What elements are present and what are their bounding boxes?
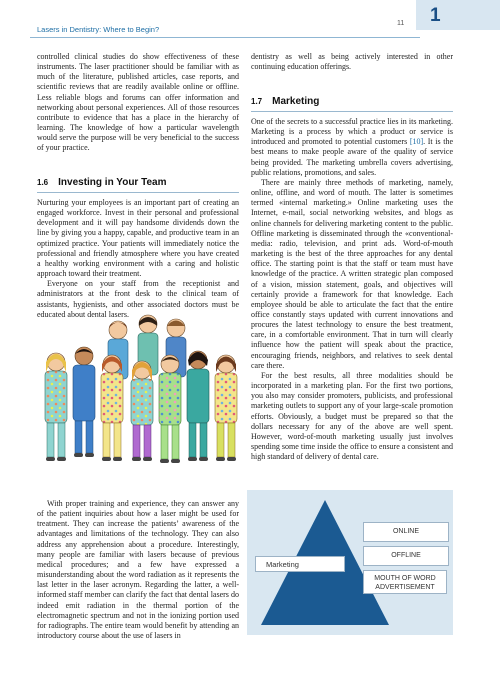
citation-link[interactable]: [10]	[409, 137, 424, 147]
chapter-number: 1	[430, 5, 441, 26]
left-bottom-text	[37, 499, 239, 641]
right-intro-text	[251, 52, 453, 72]
tier-offline: OFFLINE	[363, 546, 449, 566]
tier-word-of-mouth: MOUTH OF WORD ADVERTISEMENT	[363, 570, 447, 594]
intro-paragraph-left: controlled clinical studies do show effectiveness of these instruments. The laser practitioner should be familiar with as much of the literature, published articles, case reports, and scientific reviews that are readily available online or offline. Less reliable blogs and forums can offer information and networking about personal experiences. All of those resources contribute to evidence that has a place in the hierarchy of learning. The knowledge of how a particular wavelength would serve the purpose will be very beneficial to the success of your practice.	[37, 52, 239, 153]
page-number: 11	[397, 20, 405, 27]
intro-paragraph-right: dentistry as well as being actively interested in other continuing education offerings.	[251, 52, 453, 72]
chapter-tab	[416, 0, 500, 30]
section-heading-1-6	[37, 177, 166, 188]
paragraph: Everyone on your staff from the receptionist and administrators at the front desk to the clinical team of assistants, hygienists, and other associated doctors must be educated about dental lasers.	[37, 279, 239, 319]
section-title: Marketing	[272, 96, 320, 107]
team-member-7	[215, 355, 237, 461]
section-divider	[37, 192, 239, 193]
team-member-2	[73, 347, 95, 457]
right-section-text	[251, 117, 453, 462]
team-member-4	[131, 361, 153, 461]
left-section-text	[37, 198, 239, 320]
page-header	[0, 0, 500, 38]
team-member-1	[45, 353, 67, 461]
paragraph: There are mainly three methods of marketing, namely, online, offline, and word of mouth. The latter is sometimes termed «internal marketing.» Online marketing uses the Internet, e-mail, social networking websites, and blogs as online channels for delivering marketing content to the public. Offline marketing is disseminated through the «conventional-media: radio, television, and print ads. Word-of-mouth marketing is the best of the three approaches for any dental office. The starting point is that the staff or team must have knowledge of the practice. A written strategic plan composed of a vision, mission statement, goals, and objectives will certainly provide a framework for that knowledge. Each employee should be able to articulate the fact that the entire office constantly stays updated with current innovations and procures the latest technology to ensure the best treatment, care, in a comfortable environment. That in turn will clearly influence how the patient will speak about the practice, encouraging friends, neighbors, and relatives to seek dental care there.	[251, 177, 453, 370]
text-fragment: . It is the best means to make people aware of the quality of service being provided. The marketing umbrella covers advertising, public relations, promotions, and sales.	[251, 137, 454, 177]
section-heading-1-7	[251, 96, 319, 107]
paragraph: With proper training and experience, they can answer any of the patient inquiries about how a laser might be used for treatment. They can increase the patients’ awareness of the advantages and limitations of the technology. They can also address any apprehension about a procedure. Interestingly, many people are familiar with lasers because of previous medical procedures; and a few have expressed a misunderstanding about the word radiation as it represents the last letter in the laser acronym. Regarding the latter, a well-informed staff member can clarify the fact that dental lasers do indeed emit radiation in the thermal portion of the electromagnetic spectrum and not in the ionizing portion used for radiographs. The entire team would benefit by attending an introductory course about the use of lasers in	[37, 499, 239, 641]
paragraph	[251, 117, 453, 178]
dental-team-illustration	[42, 312, 242, 487]
header-divider	[30, 37, 420, 38]
section-number: 1.7	[251, 97, 263, 106]
running-title: Lasers in Dentistry: Where to Begin?	[37, 25, 160, 34]
text-fragment: One of the secrets to a successful practice lies in its marketing. Marketing is a process by which a product or service is introduced and promoted to potential customers	[251, 117, 453, 147]
marketing-label-box: Marketing	[255, 556, 345, 572]
section-title: Investing in Your Team	[58, 177, 167, 188]
tier-online: ONLINE	[363, 522, 449, 542]
section-number: 1.6	[37, 178, 49, 187]
paragraph: Nurturing your employees is an important part of creating an engaged workforce. Invest in their personal and professional development and it will pay handsome dividends down the line by giving you a happy, capable, and productive team in an optimized practice. Your patients will immediately notice the professional and friendly atmosphere where you have created a healthy working environment with a caring and holistic approach toward their treatment.	[37, 198, 239, 279]
left-intro-text	[37, 52, 239, 154]
paragraph: For the best results, all three modalities should be incorporated in a marketing plan. For the first two portions, you also may consider promoters, publicists, and professional marketing outlets to support any of your large-scale promotion efforts. Obviously, a budget must be prepared so that the dollars necessary for any of the above are well spent. However, word-of-mouth marketing usually just involves spending some time inside the office to ensure a consistent and high standard of delivery of dental care.	[251, 370, 453, 462]
team-member-6	[187, 351, 209, 461]
marketing-pyramid-diagram	[247, 490, 453, 635]
section-divider	[251, 111, 453, 112]
